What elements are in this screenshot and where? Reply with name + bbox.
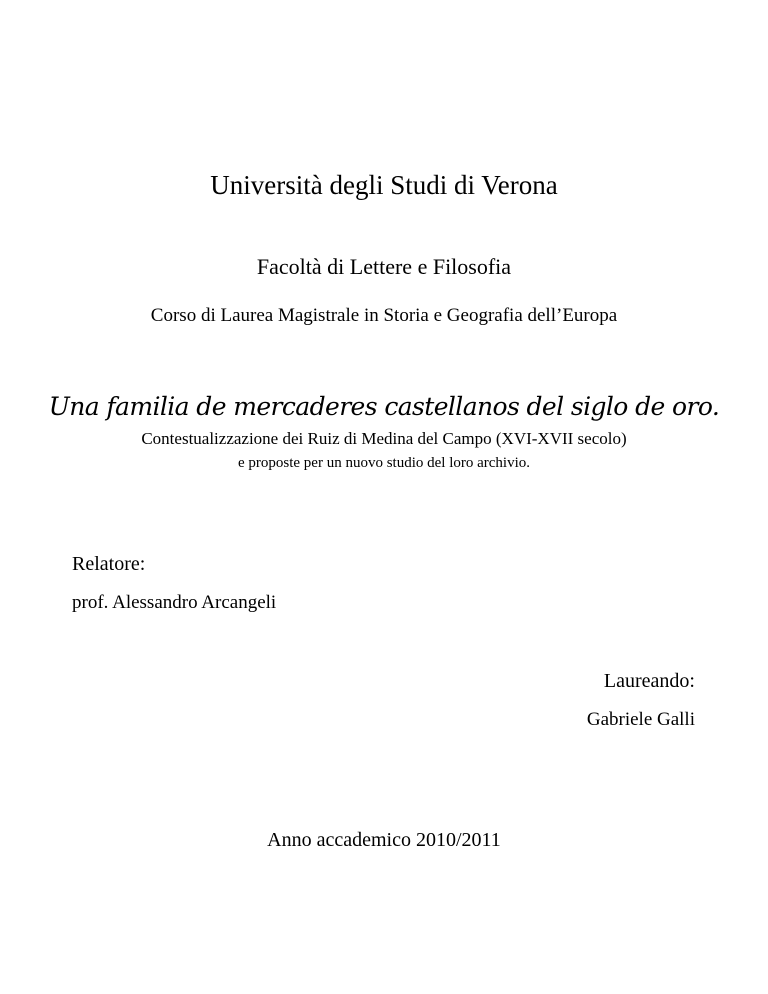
academic-year: Anno accademico 2010/2011 <box>267 829 501 851</box>
supervisor-label: Relatore: <box>72 553 146 575</box>
thesis-subtitle-line-1: Contestualizzazione dei Ruiz di Medina del Campo (XVI-XVII secolo) <box>141 429 627 448</box>
candidate-label: Laureando: <box>603 670 695 692</box>
thesis-subtitle-line-2: e proposte per un nuovo studio del loro archivio. <box>237 455 531 471</box>
thesis-title: Una familia de mercaderes castellanos del siglo de oro. <box>48 392 720 421</box>
course-name: Corso di Laurea Magistrale in Storia e Geografia dell’Europa <box>150 305 618 326</box>
university-name: Università degli Studi di Verona <box>210 170 558 200</box>
supervisor-name: prof. Alessandro Arcangeli <box>72 592 277 613</box>
candidate-name: Gabriele Galli <box>586 709 695 730</box>
faculty-name: Facoltà di Lettere e Filosofia <box>256 254 512 279</box>
